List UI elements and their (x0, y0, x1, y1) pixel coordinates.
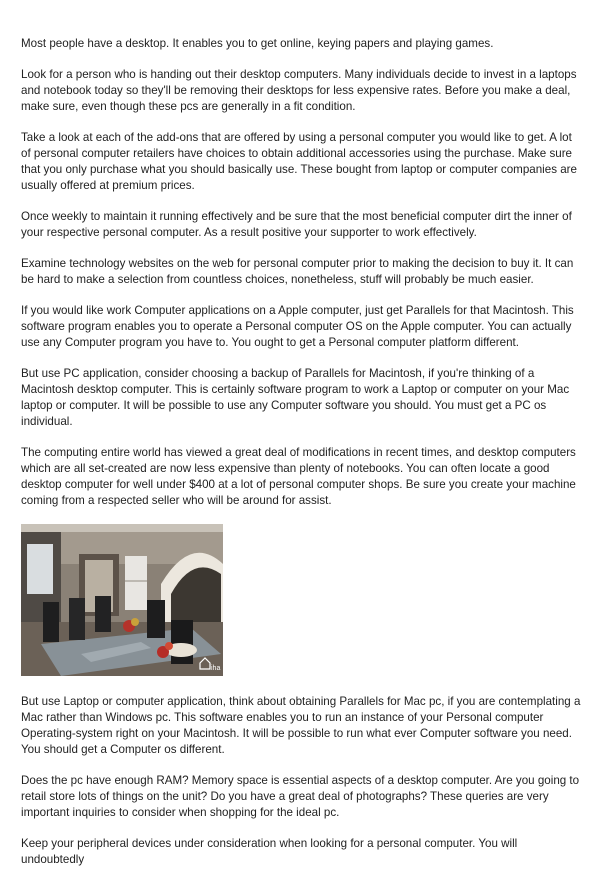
paragraph: Most people have a desktop. It enables you to get online, keying papers and playing games. (21, 37, 494, 50)
dining-room-illustration (21, 524, 223, 676)
paragraph: Examine technology websites on the web for personal computer prior to making the decision to buy it. It can be hard to make a selection from countless choices, nonetheless, stuff will probably be much easier. (21, 257, 574, 286)
paragraph: But use PC application, consider choosing a backup of Parallels for Macintosh, if you're thinking of a Macintosh desktop computer. This is certainly software program to work a Laptop or computer on your Mac laptop or computer. It will be possible to use any Computer software you should. You must get a PC os individual. (21, 367, 570, 428)
paragraph: Take a look at each of the add-ons that are offered by using a personal computer you would like to get. A lot of personal computer retailers have choices to obtain additional accessories using the purchase. Make sure that you only purchase what you should basically use. These bought from laptop or computer companies are usually offered at premium prices. (21, 131, 577, 192)
svg-text:iha: iha (211, 665, 221, 672)
paragraph: Once weekly to maintain it running effectively and be sure that the most beneficial computer dirt the inner of your respective personal computer. As a result positive your supporter to work effectively. (21, 210, 572, 239)
paragraph: Does the pc have enough RAM? Memory space is essential aspects of a desktop computer. Are you going to retail store lots of things on the unit? Do you have a great deal of photographs? These queries are very important inquiries to consider when shopping for the ideal pc. (21, 774, 580, 819)
paragraph: Look for a person who is handing out their desktop computers. Many individuals decide to invest in a laptops and notebook today so they'll be removing their desktops for less expensive rates. Before you make a deal, make sure, even though these pcs are generally in a fit condition. (21, 68, 577, 113)
dining-room-photo (21, 524, 223, 676)
paragraph: The computing entire world has viewed a great deal of modifications in recent times, and desktop computers which are all set-created are now less expensive than plenty of notebooks. You can often locate a good desktop computer for well under $400 at a lot of personal computer shops. Be sure you create your machine coming from a respected seller who will be around for assist. (21, 446, 576, 507)
paragraph: Keep your peripheral devices under consideration when looking for a personal computer. You will undoubtedly (21, 837, 518, 866)
paragraph: But use Laptop or computer application, think about obtaining Parallels for Mac pc, if you are contemplating a Mac rather than Windows pc. This software enables you to run an instance of your Personal computer Operating-system right on your Macintosh. It will be possible to run what ever Computer software you need. You should get a Computer os different. (21, 695, 581, 756)
paragraph: If you would like work Computer applications on a Apple computer, just get Parallels for that Macintosh. This software program enables you to operate a Personal computer OS on the Apple computer. You can actually use any Computer program you have to. You ought to get a Personal computer platform different. (21, 304, 574, 349)
watermark-logo-icon (197, 654, 219, 672)
article-body (21, 36, 581, 883)
